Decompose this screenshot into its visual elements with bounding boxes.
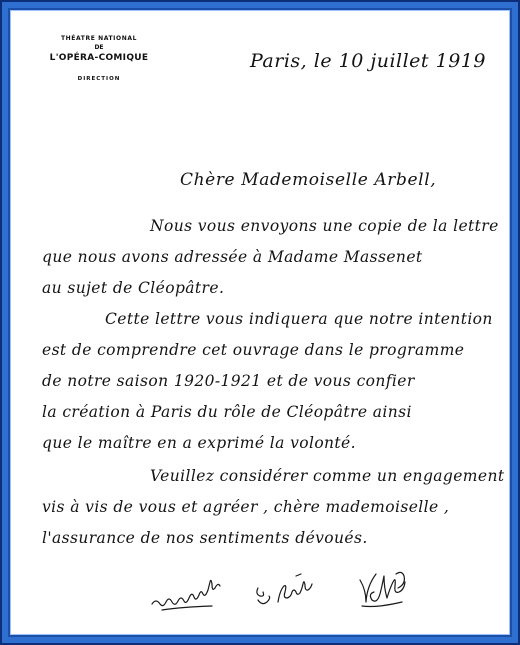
body-line: Cette lettre vous indiquera que notre intention: [105, 310, 493, 328]
signatures: [150, 562, 450, 622]
body-line: que nous avons adressée à Madame Massenet: [42, 248, 423, 266]
body-line: vis à vis de vous et agréer , chère mademoiselle ,: [42, 498, 450, 516]
body-line: l'assurance de nos sentiments dévoués.: [42, 529, 368, 547]
letterhead-theatre-national: THÉATRE NATIONAL: [60, 35, 137, 42]
letterhead-direction: DIRECTION: [77, 76, 121, 82]
letter-salutation: Chère Mademoiselle Arbell,: [180, 170, 437, 190]
letterhead-de: DE: [94, 44, 104, 51]
letter-page: [8, 8, 512, 637]
body-line: au sujet de Cléopâtre.: [42, 279, 225, 297]
letter-date: Paris, le 10 juillet 1919: [250, 50, 486, 72]
body-line: que le maître en a exprimé la volonté.: [42, 434, 356, 452]
signature-drawing: [150, 562, 450, 622]
letterhead: [44, 34, 154, 84]
body-line: est de comprendre cet ouvrage dans le programme: [42, 341, 465, 359]
letterhead-opera-comique: L'OPÉRA-COMIQUE: [49, 53, 149, 63]
body-line: Nous vous envoyons une copie de la lettre: [150, 217, 499, 235]
body-line: la création à Paris du rôle de Cléopâtre ainsi: [42, 403, 412, 421]
body-line: de notre saison 1920-1921 et de vous confier: [42, 372, 415, 390]
body-line: Veuillez considérer comme un engagement: [150, 467, 505, 485]
